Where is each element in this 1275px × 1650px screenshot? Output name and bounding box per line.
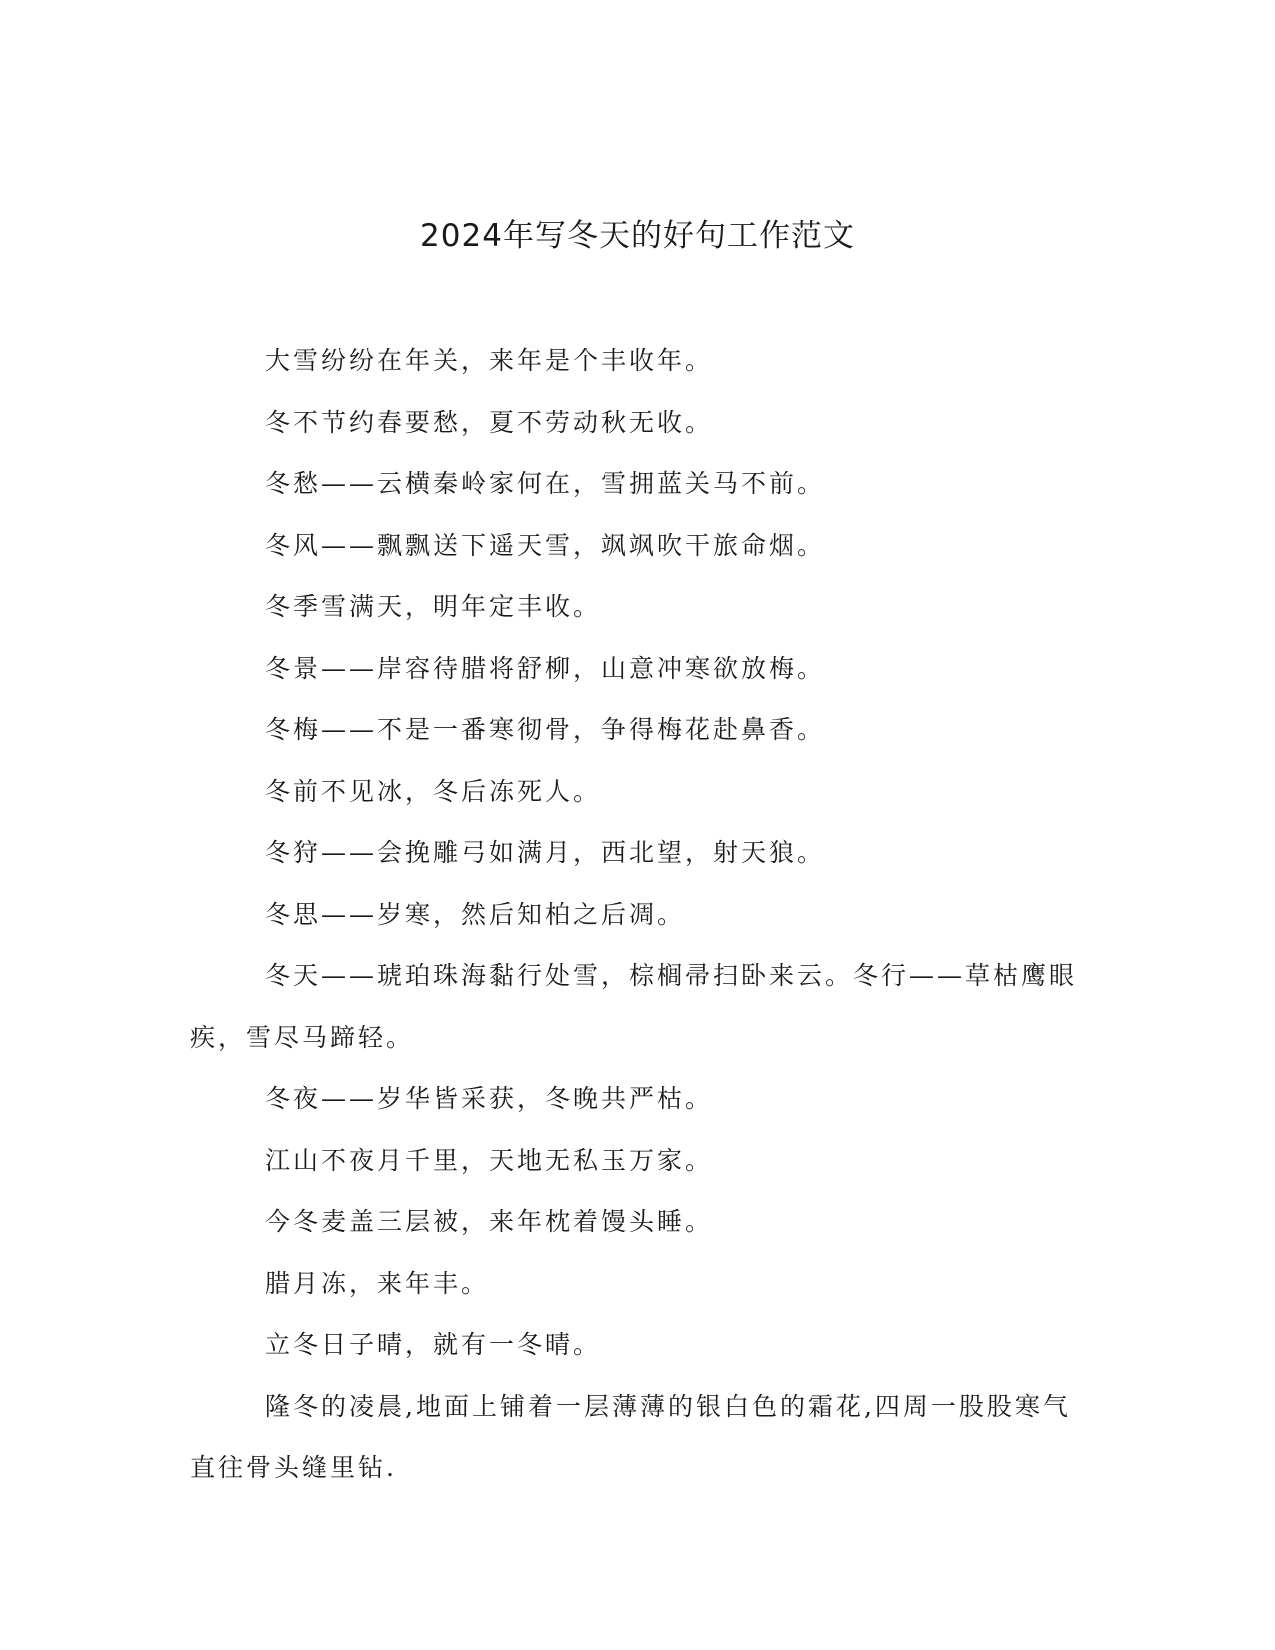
paragraph: 冬季雪满天，明年定丰收。 [265,592,602,621]
paragraph: 隆冬的凌晨,地面上铺着一层薄薄的银白色的霜花,四周一股股寒气直往骨头缝里钻. [190,1391,1071,1482]
paragraph: 大雪纷纷在年关，来年是个丰收年。 [265,346,714,375]
document-body [190,330,1085,1499]
paragraph: 立冬日子晴，就有一冬晴。 [265,1330,602,1359]
paragraph: 冬风——飘飘送下遥天雪，飒飒吹干旅命烟。 [265,530,826,560]
paragraph: 冬狩——会挽雕弓如满月，西北望，射天狼。 [265,838,826,867]
paragraph: 冬愁——云横秦岭家何在，雪拥蓝关马不前。 [265,469,826,498]
paragraph: 冬梅——不是一番寒彻骨，争得梅花赴鼻香。 [265,715,826,744]
paragraph: 冬思——岁寒，然后知柏之后凋。 [265,899,686,929]
paragraph: 今冬麦盖三层被，来年枕着馒头睡。 [265,1207,714,1236]
paragraph: 冬夜——岁华皆采获，冬晚共严枯。 [265,1084,714,1113]
paragraph: 冬天——琥珀珠海黏行处雪，棕榈帚扫卧来云。冬行——草枯鹰眼疾，雪尽马蹄轻。 [190,961,1078,1052]
paragraph: 江山不夜月千里，天地无私玉万家。 [265,1145,714,1175]
paragraph: 冬前不见冰，冬后冻死人。 [265,776,602,806]
paragraph: 冬不节约春要愁，夏不劳动秋无收。 [265,407,714,437]
paragraph: 腊月冻，来年丰。 [265,1268,490,1298]
paragraph: 冬景——岸容待腊将舒柳，山意冲寒欲放梅。 [265,653,826,683]
document-title: 2024年写冬天的好句工作范文 [420,218,855,254]
